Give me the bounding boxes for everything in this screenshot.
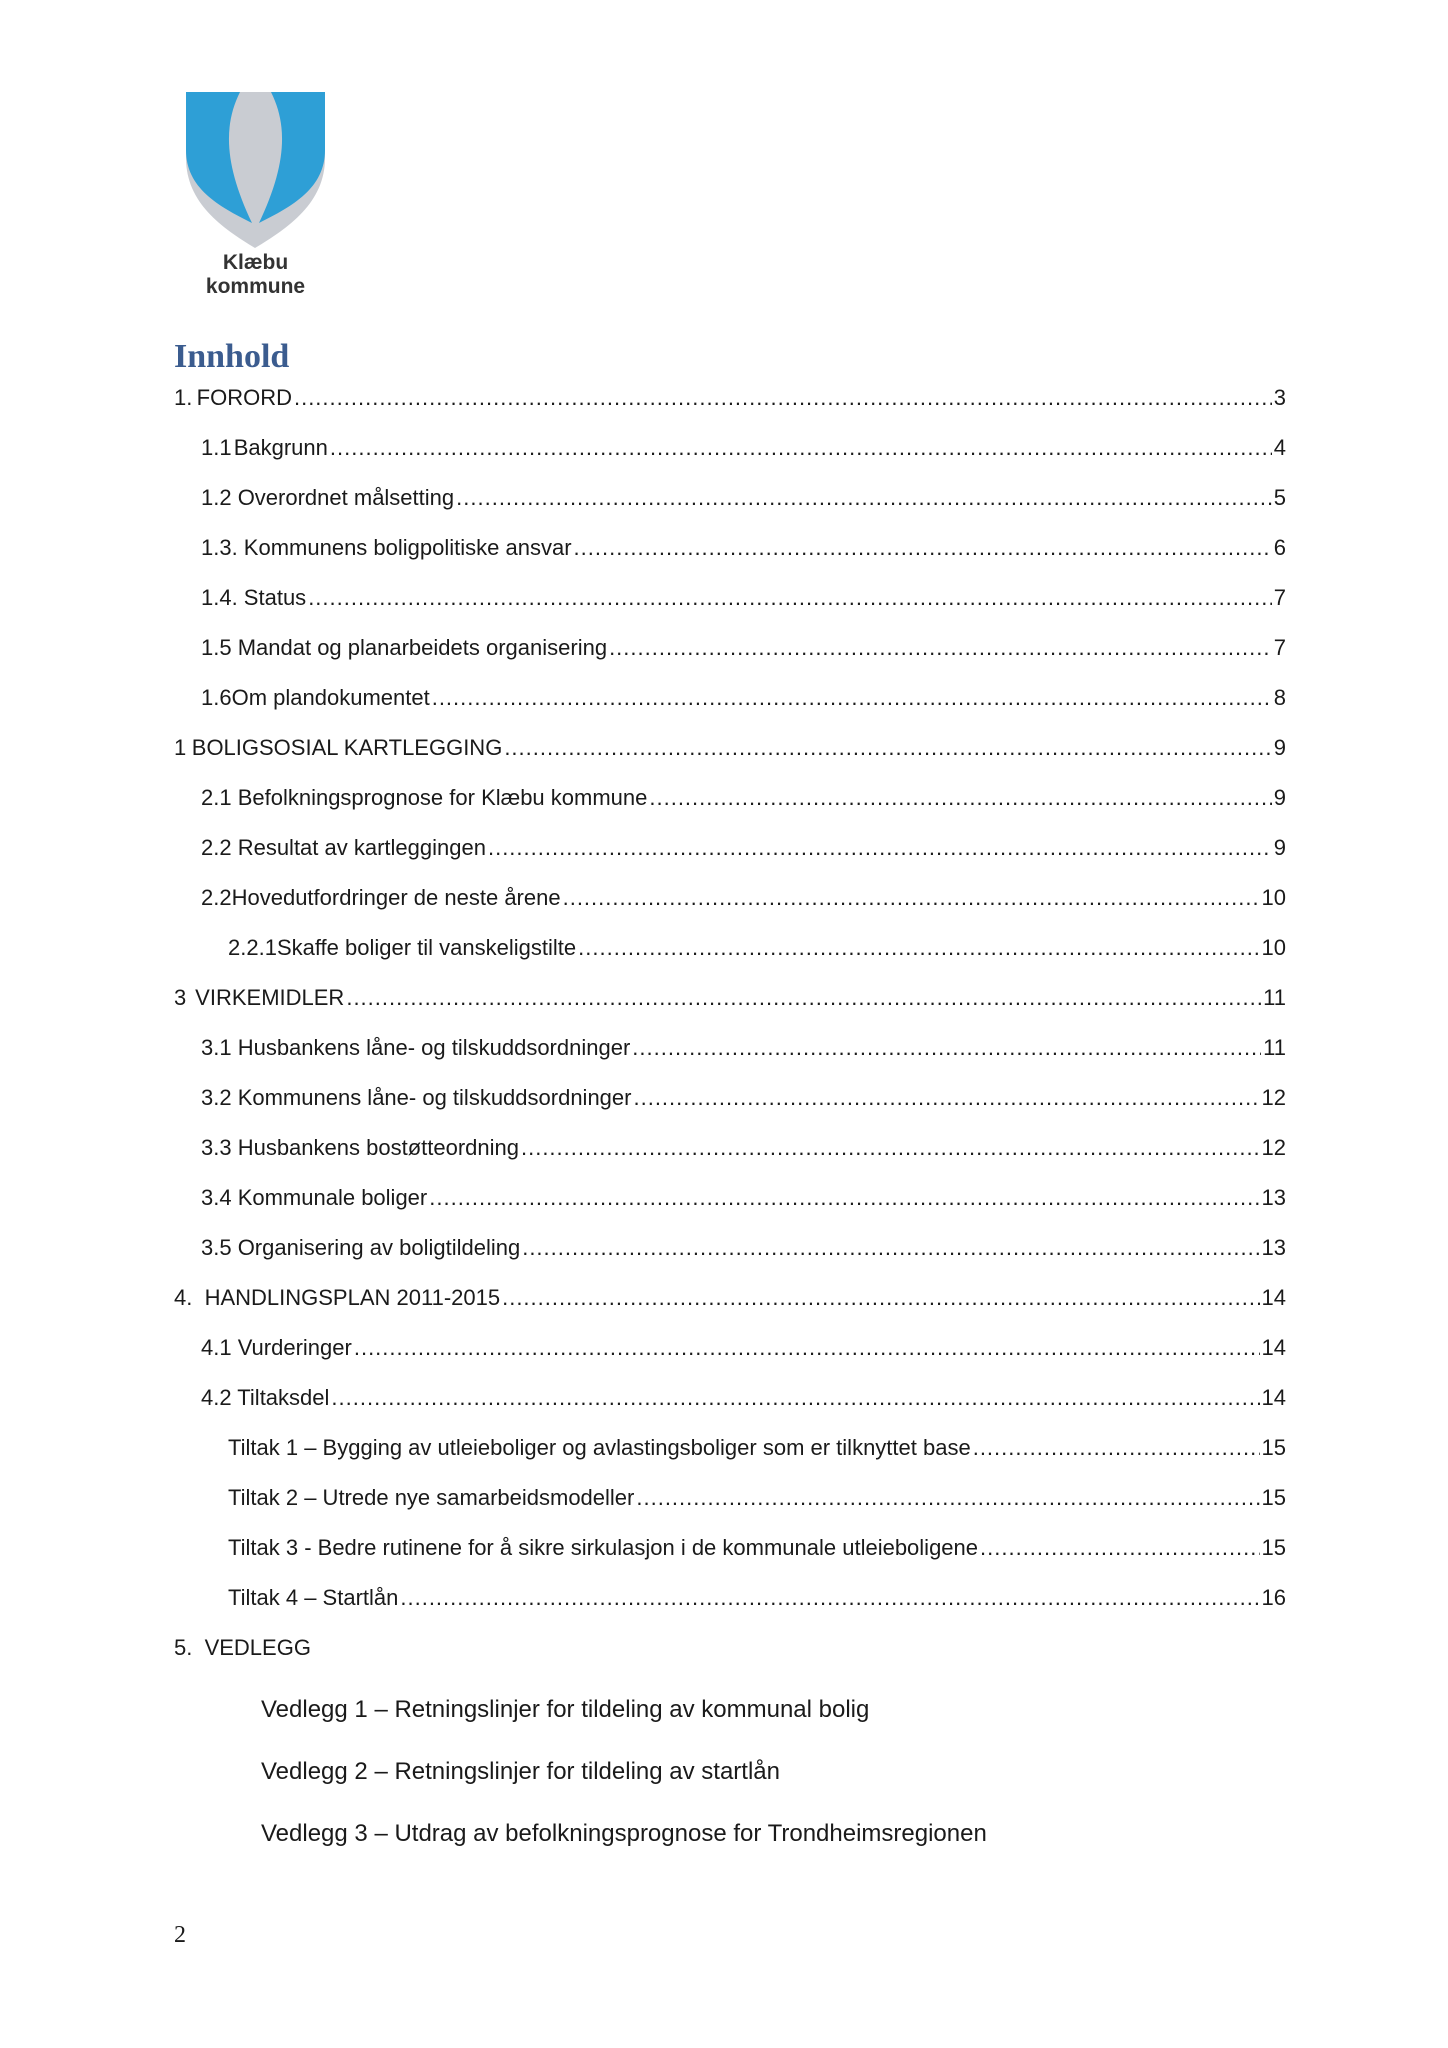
toc-entry[interactable] [201,1233,1286,1263]
toc-entry-page: 14 [1261,1385,1286,1410]
toc-entry-page: 14 [1261,1285,1286,1310]
toc-entry-title: 3.5 Organisering av boligtildeling [201,1235,521,1260]
toc-leader-dots [636,1483,1259,1513]
toc-entry[interactable] [201,1133,1286,1163]
toc-entry-title: 1.2 Overordnet målsetting [201,485,455,510]
page-number: 2 [174,1922,186,1948]
toc-entry[interactable] [201,1383,1286,1413]
toc-entry[interactable] [174,383,1286,413]
toc-entry-page: 13 [1261,1185,1286,1210]
toc-entry[interactable] [201,883,1286,913]
toc-entry-title: Tiltak 4 – Startlån [228,1585,399,1610]
toc-entry-number: 1.6 [201,685,232,710]
toc-entry-title: Skaffe boliger til vanskeligstilte [276,935,577,960]
toc-entry-page: 12 [1261,1085,1286,1110]
toc-leader-dots [456,483,1272,513]
toc-entry[interactable] [228,933,1286,963]
toc-entry-title: Tiltak 2 – Utrede nye samarbeidsmodeller [228,1485,635,1510]
toc-entry-page: 16 [1261,1585,1286,1610]
toc-entry-page: 10 [1261,935,1286,960]
toc-entry-page: 10 [1261,885,1286,910]
toc-leader-dots [649,783,1271,813]
toc-entry-page: 11 [1263,985,1286,1010]
toc-entry[interactable] [174,733,1286,763]
toc-leader-dots [400,1583,1259,1613]
toc-entry-number: 2.2.1 [228,935,277,960]
toc-entry-title: Om plandokumentet [231,685,430,710]
toc-leader-dots [973,1433,1260,1463]
toc-leader-dots [330,433,1272,463]
toc-entry[interactable] [201,583,1286,613]
vedlegg-heading: 5. VEDLEGG [174,1635,311,1660]
toc-entry-title: FORORD [196,385,292,410]
toc-entry-page: 7 [1273,585,1286,610]
toc-entry[interactable] [201,433,1286,463]
toc-entry-page: 9 [1273,835,1286,860]
toc-leader-dots [331,1383,1259,1413]
toc-entry-title: 3.3 Husbankens bostøtteordning [201,1135,519,1160]
toc-entry-title: Hovedutfordringer de neste årene [231,885,561,910]
toc-leader-dots [522,1233,1259,1263]
toc-entry-title: Tiltak 3 - Bedre rutinene for å sikre sirkulasjon i de kommunale utleieboligene [228,1535,979,1560]
toc-entry-number: 1 [174,735,187,760]
coat-of-arms-icon [178,88,333,253]
toc-entry-page: 7 [1273,635,1286,660]
toc-entry-title: 2.1 Befolkningsprognose for Klæbu kommune [201,785,648,810]
toc-entry-page: 4 [1273,435,1286,460]
toc-entry-number: 1.1 [201,435,232,460]
toc-entry-page: 13 [1261,1235,1286,1260]
toc-entry-title: 1.3. Kommunens boligpolitiske ansvar [201,535,572,560]
toc-entry[interactable] [201,783,1286,813]
toc-entry[interactable] [228,1533,1286,1563]
toc-entry[interactable] [201,533,1286,563]
toc-entry-page: 9 [1273,785,1286,810]
toc-leader-dots [488,833,1272,863]
toc-entry[interactable] [174,1283,1286,1313]
logo-text-line1: Klæbu [222,251,289,274]
toc-entry-title: 3.1 Husbankens låne- og tilskuddsordninger [201,1035,631,1060]
toc-entry[interactable] [174,983,1286,1013]
toc-leader-dots [578,933,1259,963]
toc-entry-title: Bakgrunn [233,435,328,460]
toc-leader-dots [574,533,1272,563]
toc-entry-title: VIRKEMIDLER [195,985,345,1010]
toc-heading: Innhold [174,338,290,375]
toc-entry-page: 3 [1273,385,1286,410]
toc-leader-dots [609,633,1272,663]
toc-leader-dots [633,1083,1259,1113]
toc-entry[interactable] [201,1333,1286,1363]
toc-leader-dots [308,583,1272,613]
toc-entry[interactable] [201,1183,1286,1213]
toc-leader-dots [432,683,1272,713]
toc-entry[interactable] [201,633,1286,663]
toc-entry-page: 15 [1261,1535,1286,1560]
toc-entry-title: 3.4 Kommunale boliger [201,1185,428,1210]
attachment-item: Vedlegg 3 – Utdrag av befolkningsprognose for Trondheimsregionen [261,1820,987,1847]
toc-entry-number: 2.2 [201,885,232,910]
toc-entry[interactable] [228,1483,1286,1513]
toc-entry-page: 14 [1261,1335,1286,1360]
toc-leader-dots [980,1533,1260,1563]
attachment-item: Vedlegg 1 – Retningslinjer for tildeling av kommunal bolig [261,1696,870,1723]
toc-entry[interactable] [201,833,1286,863]
toc-leader-dots [502,1283,1259,1313]
toc-leader-dots [346,983,1261,1013]
toc-entry-page: 5 [1273,485,1286,510]
toc-entry-number: 3 [174,985,187,1010]
toc-leader-dots [294,383,1272,413]
municipality-logo [178,88,333,305]
toc-entry-page: 8 [1273,685,1286,710]
toc-entry-page: 6 [1273,535,1286,560]
toc-entry-number: 1. [174,385,193,410]
toc-entry-page: 9 [1273,735,1286,760]
toc-entry[interactable] [201,683,1286,713]
toc-entry-title: 4.1 Vurderinger [201,1335,352,1360]
toc-entry-title: 4. HANDLINGSPLAN 2011-2015 [174,1285,501,1310]
logo-text-line2: kommune [205,275,306,298]
toc-leader-dots [521,1133,1260,1163]
toc-entry-title: 3.2 Kommunens låne- og tilskuddsordninger [201,1085,632,1110]
toc-entry[interactable] [228,1433,1286,1463]
toc-entry-title: 4.2 Tiltaksdel [201,1385,330,1410]
toc-leader-dots [429,1183,1259,1213]
toc-entry-title: 1.4. Status [201,585,307,610]
toc-entry-page: 11 [1263,1035,1286,1060]
toc-entry[interactable] [228,1583,1286,1613]
toc-entry[interactable] [201,1083,1286,1113]
toc-entry-title: 1.5 Mandat og planarbeidets organisering [201,635,608,660]
toc-entry-page: 12 [1261,1135,1286,1160]
toc-leader-dots [632,1033,1261,1063]
toc-entry[interactable] [201,483,1286,513]
attachment-item: Vedlegg 2 – Retningslinjer for tildeling av startlån [261,1758,780,1785]
toc-entry-page: 15 [1261,1435,1286,1460]
toc-leader-dots [354,1333,1260,1363]
toc-entry-title: Tiltak 1 – Bygging av utleieboliger og avlastingsboliger som er tilknyttet base [228,1435,971,1460]
toc-entry[interactable] [201,1033,1286,1063]
toc-leader-dots [563,883,1260,913]
toc-entry-title: BOLIGSOSIAL KARTLEGGING [191,735,503,760]
toc-entry-title: 2.2 Resultat av kartleggingen [201,835,486,860]
toc-leader-dots [504,733,1271,763]
toc-entry-page: 15 [1261,1485,1286,1510]
